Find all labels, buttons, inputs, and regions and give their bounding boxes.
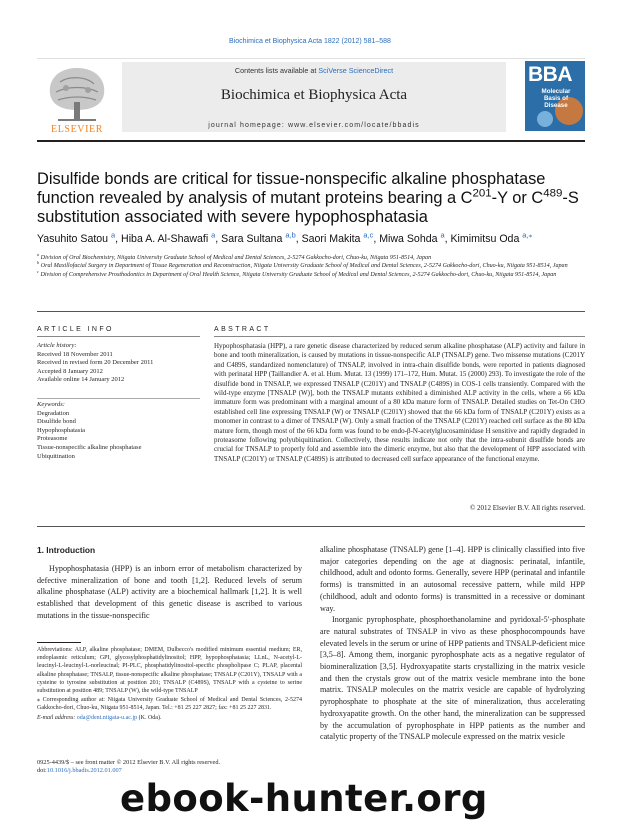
article-title — [37, 170, 585, 227]
title-superscript: 201 — [472, 187, 492, 200]
corresponding-author-footnote: ⁎ Corresponding author at: Niigata University Graduate School of Medical and Dental Sciences, 2-5274 Gakkocho-dori, Chuo-ku, Niigata 951-8514, Japan. Tel.: +81 25 227 2827; fax: +81 25 227 2831. — [37, 697, 302, 712]
abbreviations-footnote: Abbreviations: ALP, alkaline phosphatase; DMEM, Dulbecco's modified minimum essential medium; ER, endoplasmic reticulum; GPI, glycosylphosphatidylinositol; HPP, hypophosphatasia; LLnL, N-acetyl-L-leucinyl-L-leucinyl-L-norleucinal; PI-PLC, phosphatidylinositol-specific phospholipase C; PLAP, placental alkaline phosphatase; TNSALP, tissue-nonspecific alkaline phosphatase; TNSALP (C201Y), TNSALP with a cysteine to tyrosine substitution at position 201; TNSALP (C489S), TNSALP with a cysteine to serine substitution at position 489; TNSALP (W), the wild-type TNSALP — [37, 647, 302, 695]
keyword: Tissue-nonspecific alkaline phosphatase — [37, 443, 142, 451]
article-info-divider — [37, 336, 200, 337]
homepage-link[interactable]: www.elsevier.com/locate/bbadis — [287, 122, 420, 129]
history-label: Article history: — [37, 342, 77, 349]
title-superscript: 489 — [543, 187, 563, 200]
journal-citation[interactable]: Biochimica et Biophysica Acta 1822 (2012) 581–588 — [229, 38, 391, 45]
cover-line: Molecular — [541, 88, 571, 95]
elsevier-logo-text: ELSEVIER — [50, 124, 104, 135]
keyword: Proteasome — [37, 435, 68, 443]
title-divider — [37, 140, 585, 142]
contents-prefix: Contents lists available at — [234, 66, 319, 75]
author-name[interactable]: Saori Makita — [301, 233, 361, 245]
footnotes — [37, 646, 302, 723]
cover-subtitle — [528, 88, 584, 109]
footnote-divider — [37, 642, 81, 643]
keywords-list — [37, 401, 202, 461]
affiliation-mark: b — [37, 260, 40, 266]
issn-block — [37, 759, 302, 776]
author-affiliation-mark[interactable]: a,⁎ — [522, 230, 533, 240]
homepage-prefix: journal homepage: — [208, 122, 288, 129]
keyword: Degradation — [37, 409, 70, 417]
title-text: Disulfide bonds are critical for tissue-nonspecific alkaline phosphatase function revealed by analysis of mutant proteins bearing a C — [37, 170, 546, 207]
affiliation — [37, 268, 585, 279]
affiliation-text: Division of Oral Biochemistry, Niigata University Graduate School of Medical and Dental Sciences, 2-5274 Gakkocho-dori, Chuo-ku, Niigata 951-8514, Japan — [40, 255, 432, 261]
abstract-divider — [214, 336, 585, 337]
email-label: E-mail address: — [37, 714, 77, 721]
history-item: Accepted 8 January 2012 — [37, 367, 103, 375]
title-text: -Y or C — [491, 189, 544, 207]
affiliation-list — [37, 251, 585, 279]
author-affiliation-mark[interactable]: a,c — [363, 230, 374, 240]
body-paragraph: Inorganic pyrophosphate, phosphoethanolamine and pyridoxal-5′-phosphate are natural substrates of TNSALP in vivo as these phosphocompounds have elevated levels in the serum or urine of HPP patients and TNSALP-deficient mice [3,5–8]. Among them, inorganic pyrophosphate acts as a negative regulator of biomineralization [3,5]. Hydroxyapatite starts crystallizing in the matrix vesicle and then the crystals grow out of the matrix vesicle membrane into the bone matrix. TNSALP molecules on the matrix vesicle are capable of hydrolyzing pyrophosphate to phosphate at the site of mineralization, thus accelerating hydroxyapatite growth. On the other hand, the mineralization can be suppressed by the accumulation of pyrophosphate in HPP patients as the number and catalytic property of the TNSALP molecule expressed on the matrix vesicle — [320, 615, 585, 742]
affiliation — [37, 262, 585, 270]
cover-bba-letters: BBA — [528, 63, 572, 86]
author-name[interactable]: Yasuhito Satou — [37, 233, 109, 245]
copyright-notice: © 2012 Elsevier B.V. All rights reserved. — [469, 504, 585, 512]
author-separator: , — [373, 233, 380, 245]
author-separator: , — [215, 233, 222, 245]
article-info-heading: ARTICLE INFO — [37, 326, 114, 333]
keywords-label: Keywords: — [37, 401, 65, 408]
keyword: Hypophosphatasia — [37, 426, 86, 434]
cover-line: Disease — [544, 102, 568, 109]
author-affiliation-mark[interactable]: a — [211, 230, 216, 240]
email-suffix: (K. Oda). — [137, 714, 162, 721]
affiliation-mark: c — [37, 268, 39, 274]
article-history — [37, 342, 202, 385]
author-name[interactable]: Hiba A. Al-Shawafi — [121, 233, 209, 245]
section-divider — [37, 526, 585, 527]
email-link[interactable]: oda@dent.niigata-u.ac.jp — [76, 714, 138, 721]
title-text: -S substitution associated with severe hypophosphatasia — [37, 189, 579, 226]
affiliation-text: Division of Comprehensive Prosthodontics in Department of Oral Health Science, Niigata University Graduate School of Medical and Dental Sciences, 2-5274 Gakkocho-dori, Chuo-ku, Niigata 951-8514, Japan — [40, 271, 557, 278]
body-column-right — [320, 544, 585, 743]
author-name[interactable]: Kimimitsu Oda — [450, 233, 520, 245]
abstract-text: Hypophosphatasia (HPP), a rare genetic disease characterized by reduced serum alkaline phosphatase (ALP) activity and failure in bone and tooth mineralization, is caused by mutations in tissue-nonspecific ALP (TNSALP) gene. Two missense mutations (C201Y and C489S, standardized nomenclature) of TNSALP, involved in intra-chain disulfide bonds, were reported in patients diagnosed with perinatal HPP (Taillandier A. et al. Hum. Mutat. 13 (1999) 171–172, Hum. Mutat. 15 (2000) 293). To investigate the role of the disulfide bond in TNSALP, we expressed TNSALP (C201Y) and TNSALP (C489S) in COS-1 cells transiently. Compared with the wild-type enzyme [TNSALP (W)], both the TNSALP mutants exhibited a diminished ALP activity in the cells, where a 66 kDa immature form was predominant with a marginal amount of a 80 kDa mature form of TNSALP. Detailed studies on Tet-On CHO established cell line expressing TNSALP (W) or TNSALP (C201Y) showed that the 66 kDa form of TNSALP (C201Y) exists as a monomer in contrast to a dimer of TNSALP (W). Only a small fraction of the TNSALP (C201Y) reached cell surface as the 80 kDa mature form, though most of the 66 kDa form was found to be endo-β-N-acetylglucosaminidase H sensitive and rapidly degraded in proteasome following polyubiquitination. Collectively, these results indicate not only that the intra-subunit disulfide bonds are crucial for TNSALP to properly fold and assemble into the dimeric enzyme, but also that the development of HPP associated with TNSALP (C201Y) or TNSALP (C489S) is attributed to decreased cell surface appearance of the functional enzyme. — [214, 342, 585, 463]
keyword: Ubiquitination — [37, 452, 75, 460]
author-name[interactable]: Sara Sultana — [221, 233, 283, 245]
author-affiliation-mark[interactable]: a — [440, 230, 445, 240]
journal-homepage — [122, 122, 506, 129]
body-paragraph: alkaline phosphatase (TNSALP) gene [1–4]. HPP is clinically classified into five major categories depending on the age at diagnosis: perinatal, infantile, childhood, adult and odonto forms. Generally, severe HPP (perinatal and infantile forms) is transmitted in an autosomal recessive pattern, while mild HPP (childhood, adult and odonto forms) is transmitted in a recessive or dominant way. — [320, 545, 585, 613]
author-affiliation-mark[interactable]: a — [111, 230, 116, 240]
body-column-left — [37, 563, 302, 622]
history-item: Received in revised form 20 December 2011 — [37, 359, 154, 367]
affiliation — [37, 251, 585, 262]
journal-title: Biochimica et Biophysica Acta — [220, 87, 408, 103]
contents-availability — [122, 66, 506, 75]
sciencedirect-link[interactable]: SciVerse ScienceDirect — [318, 66, 394, 75]
doi-link[interactable]: 10.1016/j.bbadis.2012.01.007 — [46, 767, 122, 775]
body-paragraph: Hypophosphatasia (HPP) is an inborn error of metabolism characterized by defective mineralization of bone and tooth [1,2]. Reduced levels of serum alkaline phosphatase (ALP) activity are a biochemical hallmark [1,2]. It is well established that development of this genetic disease is ascribed to various mutations in the tissue-nonspecific — [37, 564, 302, 620]
keyword: Disulfide bond — [37, 418, 76, 426]
author-separator: , — [295, 233, 302, 245]
doi-line — [37, 767, 302, 775]
author-affiliation-mark[interactable]: a,b — [285, 230, 296, 240]
history-item: Received 18 November 2011 — [37, 350, 113, 358]
front-matter-line: 0925-4439/$ – see front matter © 2012 Elsevier B.V. All rights reserved. — [37, 759, 221, 766]
keywords-divider — [37, 398, 200, 399]
section-divider — [37, 311, 585, 312]
author-separator: , — [115, 233, 122, 245]
abstract-heading: ABSTRACT — [214, 326, 271, 333]
author-list — [37, 230, 597, 245]
affiliation-text: Oral Maxillofacial Surgery in Department of Tissue Regeneration and Reconstruction, Niigata University Graduate School of Medical and Dental Sciences, 2-5274 Gakkocho-dori, Chuo-ku, Niigata 951-8514, Japan — [40, 263, 568, 270]
watermark: ebook-hunter.org — [120, 777, 488, 820]
history-item: Available online 14 January 2012 — [37, 376, 125, 384]
affiliation-mark: a — [37, 251, 40, 257]
doi-label: doi: — [37, 767, 47, 775]
introduction-heading: 1. Introduction — [37, 545, 96, 555]
author-name[interactable]: Miwa Sohda — [379, 233, 438, 245]
cover-line: Basis of — [543, 95, 569, 102]
author-separator: , — [444, 233, 451, 245]
elsevier-tree-icon — [38, 62, 116, 132]
email-footnote — [37, 714, 302, 722]
